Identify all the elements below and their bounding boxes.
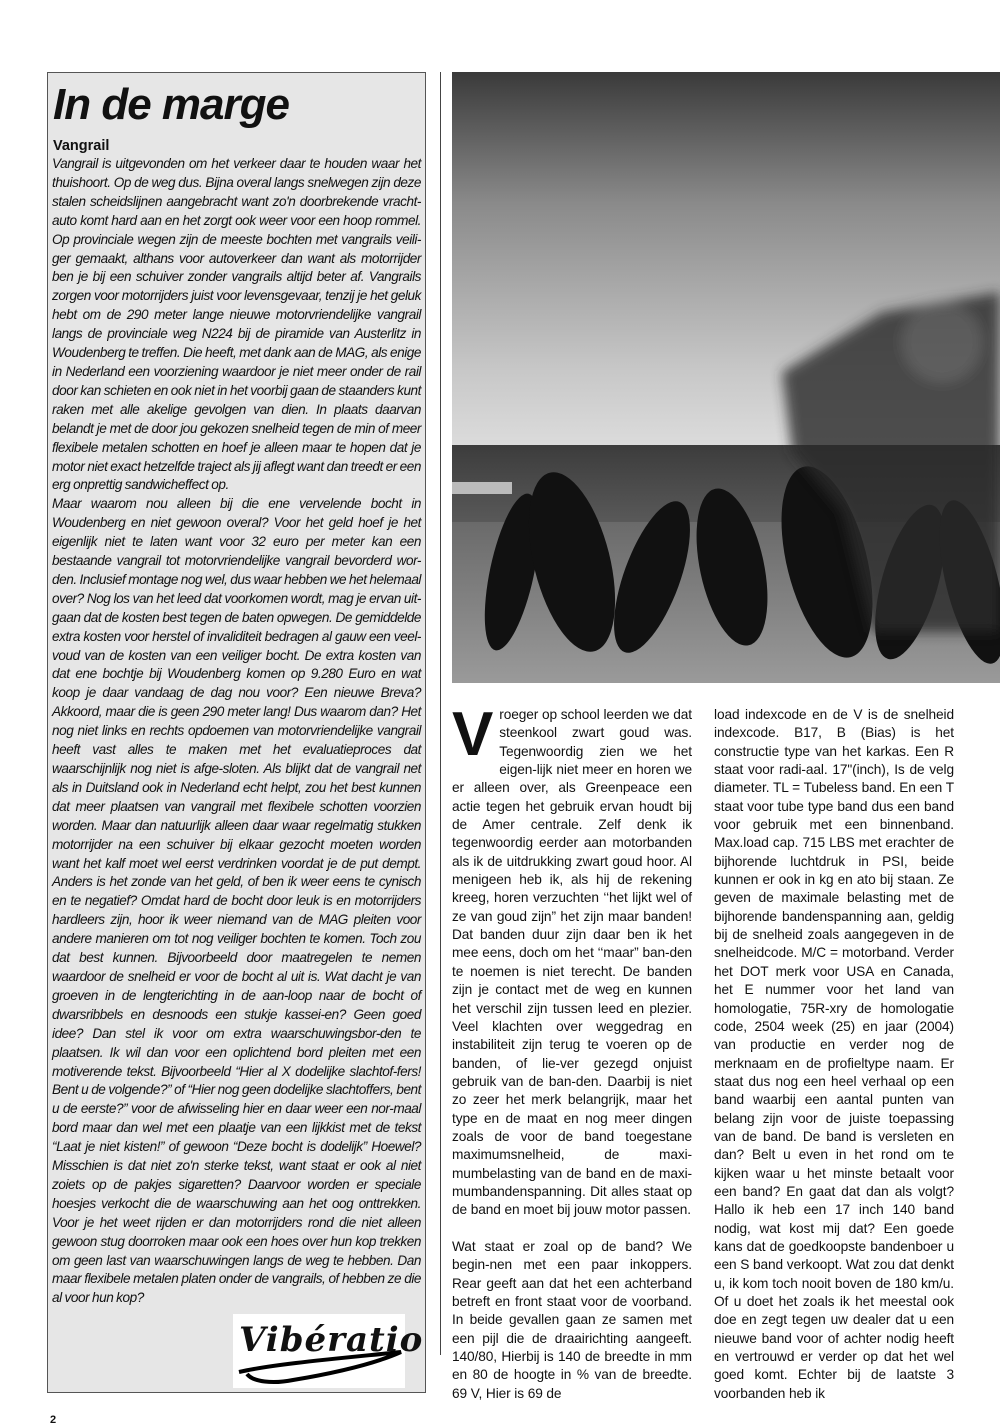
sidebar-subtitle: Vangrail <box>53 138 110 154</box>
sidebar-paragraph: Maar waarom nou alleen bij die ene vervelende bocht in Woudenberg en niet gewoon overal? Voor het geld hoef je het eigenlijk niet te laten want voor 32 euro per meter kan een bestaande vangrail tot motorvriendelijke vangrail bevorderd wor-den. Inclusief montage nog wel, dus waar hebben we het helemaal over? Nog los van het leed dat voorkomen wordt, mag je ervan uit-gaan dat de kosten best tegen de baten opwegen. De gemiddelde extra kosten voor herstel of invaliditeit bedragen al gauw een veel-voud van de kosten van een veiliger bocht. De extra kosten van dat ene bochtje bij Woudenberg komen op 9.280 Euro en wat koop je daar vandaag de dag nou voor? Een nieuwe Breva? Akkoord, maar die is geen 290 meter lang! Dus waarom dan? Het nog niet links en rechts opdoemen van motorvriendelijke vangrail heeft vast alles te maken met het evaluatieproces dat waarschijnlijk nog niet is afge-sloten. Als blijkt dat de vangrail net als in Duitsland ook in Nederland echt helpt, zou het best kunnen dat meer plaatsen van vangrail met flexibele schotten voorzien worden. Maar dan natuurlijk alleen daar waar regelmatig stukken motorrijder na een schuiver bij elkaar gezocht moeten worden want het kalf moet wel eerst verdrinken voordat je de put dempt. Anders is het zonde van het geld, of ben ik weer eens te cynisch en te negatief? Omdat hard de bocht door leuk is en motorrijders hardleers zijn, hoor ik weer niemand van de MAG pleiten voor andere manieren om tot nog veiliger bochten te komen. Toch zou dat best kunnen. Bijvoorbeeld door maatregelen te nemen waardoor de snelheid er voor de bocht al uit is. Wat dacht je van groeven in de lengterichting in de aan-loop naar de bocht of dwarsribbels en desnoods een stukje kassei-en? Geen goed idee? Dan stel ik voor om extra waarschuwingsbor-den te plaatsen. Ik wil dan voor een oplichtend bord pleiten met een motiverende tekst. Bijvoorbeeld “Hier al X dodelijke slachtof-fers! Bent u de volgende?” of “Hier nog geen dodelijke slachtoffers, bent u de eerste?” voor de afwisseling hier en daar weer een nor-maal bord maar dan wel met een plaatje van een lijkkist met de tekst “Laat je niet kisten!” of gewoon “Deze bocht is dodelijk” Hoewel? Misschien is dat niet zo'n sterke tekst, want staat er ook al niet zoiets op de pakjes sigaretten? Daarvoor worden er speciale hoesjes verkocht die de waarschuwing aan het oog onttrekken. Voor je het weet rijden er dan motorrijders rond die niet alleen gewoon stug doorroken maar ook een hoes over hun kop trekken om geen last van waarschuwingen langs de weg te hebben. Dan maar flexibele metalen platen onder de vangrails, of hebben ze die al voor hun kop? <box>52 496 421 1306</box>
tyres-motorcycle-photo <box>452 72 1000 683</box>
drop-cap: V <box>452 700 494 769</box>
sidebar-box <box>47 72 426 1393</box>
article-paragraph: Wat staat er zoal op de band? We begin-nen met een paar inkoppers. Rear geeft aan dat het een achterband betreft en front staat voor de voorband. In beide gevallen gaan ze samen met een pijl die de draairichting aangeeft. 140/80, Hierbij is 140 de breedte in mm en 80 de hoogte in % van de breedte. 69 V, Hier is 69 de <box>452 1238 692 1401</box>
sidebar-paragraph: Vangrail is uitgevonden om het verkeer daar te houden waar het thuishoort. Op de weg dus. Bijna overal langs snelwegen zijn deze stalen scheidslijnen aangebracht want zo'n doorbrekende vracht-auto komt hard aan en het zorgt ook weer voor een hoop rommel. Op provinciale wegen zijn de meeste bochten met vangrails veili-ger gemaakt, althans voor autoverkeer dan want als motorrijder ben je bij een schuiver zonder vangrails altijd beter af. Vangrails zorgen voor motorrijders juist voor levensgevaar, tenzij je het geluk hebt om de 290 meter lange nieuwe motorvriendelijke vangrail langs de provinciale weg N224 bij de piramide van Austerlitz in Woudenberg te treffen. Die heeft, met dank aan de MAG, als enige in Nederland een voorziening waardoor je niet meer onder de rail door kan schieten en ook niet in het voorbij gaan de staanders kunt raken met alle akelige gevolgen van dien. In plaats daarvan belandt je met de door jou gekozen snelheid tegen de min of meer flexibele metalen schotten en hoef je alleen maar te hopen dat je motor niet exact hetzelfde traject als jij aflegt want dan treedt er een erg onprettig sandwicheffect op. <box>52 156 421 493</box>
logo-swash-icon <box>233 1314 405 1388</box>
article-paragraph: load indexcode en de V is de snelheid indexcode. B17, B (Bias) is het constructie type van het karkas. Een R staat voor radi-aal. 17"(inch), Is de velg diameter. TL = Tubeless band. En een T staat voor tube type band dus een band voor gebruik met een binnenband. Max.load cap. 715 LBS met erachter de bijhorende luchtdruk in PSI, beide kunnen er ook in kg en ato bij staan. Ze geven de maximale belasting met de bijhorende bandenspanning aan, geldig bij de snelheid zoals aangegeven in de snelheidcode. M/C = motorband. Verder het DOT merk voor USA en Canada, het E nummer voor het land van homologatie, 75R-xry de homologatie code, 2504 week (25) en jaar (2004) van productie en verder nog de merknaam en de profieltype naam. Er staat dus nog een heel verhaal op een band waarbij een aantal punten van belang zijn voor de juiste toepassing van de band. De band is versleten en dan? Belt u even in het rond om te kijken waar u het minste betaalt voor een band? En gaat dat dan als volgt? Hallo ik heb een 17 inch 140 band nodig, wat kost mij dat? Een goede kans dat de goedkoopste bandenboer u een S band verkoopt. Wat zou dat denkt u, ik kom toch nooit boven de 180 km/u. Of u doet het zoals ik het meestal ook doe en zegt tegen uw dealer dat u een nieuwe band voor of achter nodig heeft en vertrouwd er verder op dat het wel goed komt. Echter bij de laatste 3 voorbanden heb ik <box>714 707 954 1401</box>
left-column <box>47 72 426 1427</box>
article-column-2 <box>714 706 954 1403</box>
viberatio-logo <box>233 1314 424 1388</box>
page-number: 2 <box>50 1414 57 1427</box>
article-column-1 <box>452 700 692 1403</box>
sidebar-title: In de marge <box>53 80 289 129</box>
column-divider <box>440 72 441 1355</box>
logo-text: Vibératio <box>239 1320 424 1361</box>
sidebar-body <box>52 155 421 1308</box>
article-paragraph: roeger op school leerden we dat steenkool zwart goud was. Tegenwoordig zien we het eigen-lijk niet meer en horen we er alleen over, als Greenpeace een actie tegen het gebruik ervan houdt bij de Amer centrale. Zelf denk ik tegenwoordig eerder aan motorbanden als ik de uitdrukking zwart goud hoor. Al menigeen heb ik, als hij de rekening kreeg, horen verzuchten ‘‘het lijkt wel of ze van goud zijn” het zijn maar banden! Dat banden duur zijn daar ben ik het mee eens, doch om het ‘‘maar” ban-den te noemen is niet terecht. De banden zijn je contact met de weg en kunnen het verschil zijn tussen leed en plezier. Veel klachten over weggedrag en instabiliteit zijn terug te voeren op de banden, of lie-ver gezegd onjuist gebruik van de ban-den. Daarbij is niet zo zeer het merk belangrijk, maar het type en de maat en nog meer dingen zoals de voor de band toegestane maximumsnelheid, de maxi-mumbelasting van de band en de maxi-mumbandenspanning. Dit alles staat op de band en moet bij jouw motor passen. <box>452 707 692 1218</box>
